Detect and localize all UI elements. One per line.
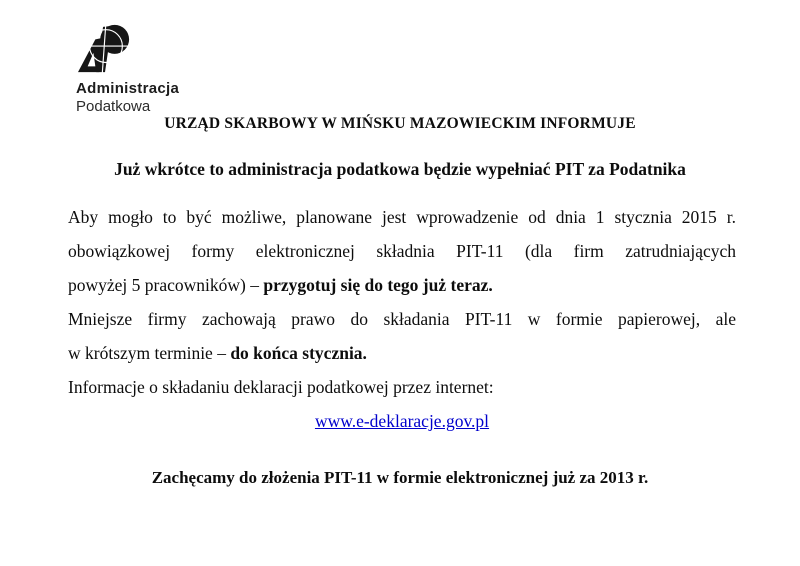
text-line: Informacje o składaniu deklaracji podatkowej przez internet: xyxy=(68,377,494,397)
body-text xyxy=(68,200,736,438)
administracja-podatkowa-logo-icon xyxy=(76,22,179,76)
text-line: Mniejsze firmy zachowają prawo do składania PIT-11 w formie papierowej, ale xyxy=(68,309,736,329)
page-subtitle: Już wkrótce to administracja podatkowa będzie wypełniać PIT za Podatnika xyxy=(114,159,686,179)
closing-statement: Zachęcamy do złożenia PIT-11 w formie elektronicznej już za 2013 r. xyxy=(151,468,649,487)
paragraph xyxy=(68,370,736,404)
e-deklaracje-link[interactable]: www.e-deklaracje.gov.pl xyxy=(314,411,490,431)
paragraph xyxy=(68,200,736,302)
page-title: URZĄD SKARBOWY W MIŃSKU MAZOWIECKIM INFORMUJE xyxy=(164,115,636,132)
logo-name-line2: Podatkowa xyxy=(76,98,151,115)
text-line: Aby mogło to być możliwe, planowane jest wprowadzenie od dnia 1 stycznia 2015 r. xyxy=(68,207,736,227)
paragraph xyxy=(68,302,736,370)
text-line: w krótszym terminie – do końca stycznia. xyxy=(68,343,367,363)
link-line xyxy=(68,404,736,438)
text-line: obowiązkowej formy elektronicznej składnia PIT-11 (dla firm zatrudniających xyxy=(68,241,736,261)
logo-name-line1: Administracja xyxy=(76,80,180,97)
logo-block xyxy=(76,22,179,115)
text-line: powyżej 5 pracowników) – przygotuj się do tego już teraz. xyxy=(68,275,493,295)
